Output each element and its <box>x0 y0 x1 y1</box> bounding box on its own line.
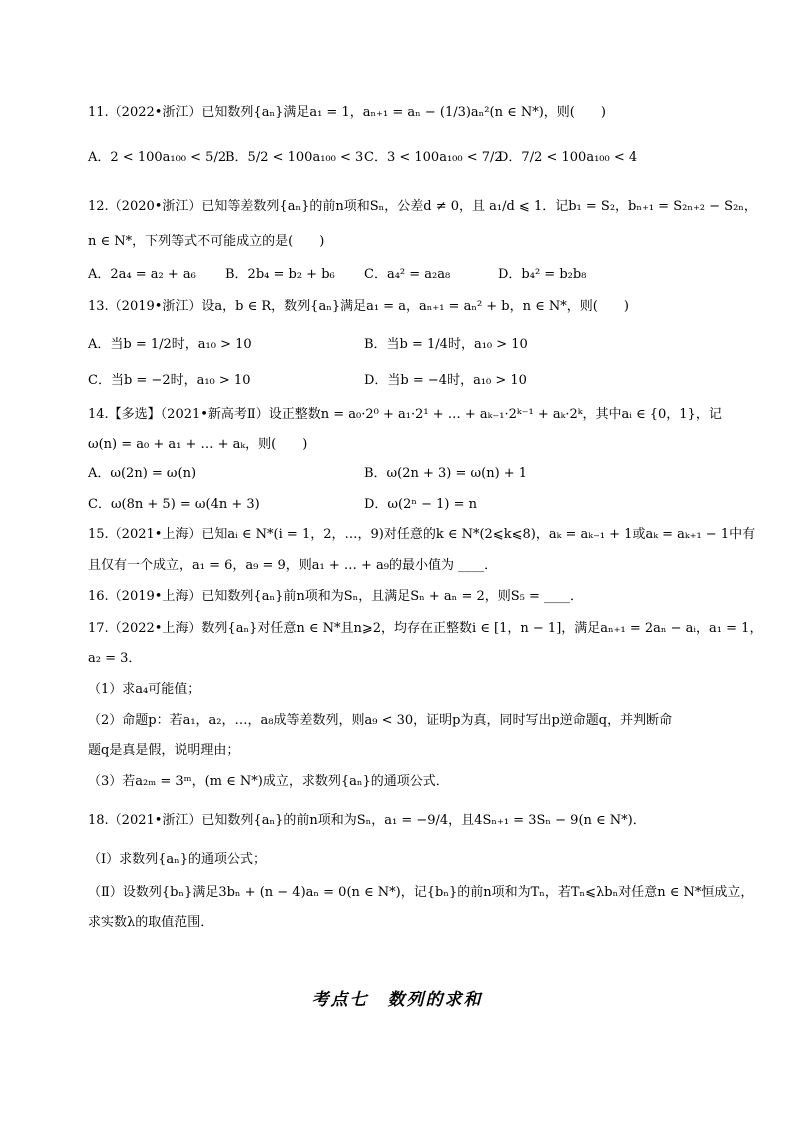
q12-option-b: B．2b₄ = b₂ + b₆ <box>225 267 335 282</box>
q17-stem-line2: a₂ = 3． <box>88 651 142 666</box>
q14-option-d: D．ω(2ⁿ − 1) = n <box>364 497 478 512</box>
q17-part1: （1）求a₄可能值； <box>88 682 201 697</box>
q11-option-a: A．2 < 100a₁₀₀ < 5/2 <box>88 150 227 165</box>
q11-option-d: D．7/2 < 100a₁₀₀ < 4 <box>498 150 638 165</box>
q18-part1: （Ⅰ）求数列{aₙ}的通项公式； <box>88 852 267 867</box>
section-title: 考点七 数列的求和 <box>311 990 483 1010</box>
q14-option-c: C．ω(8n + 5) = ω(4n + 3) <box>88 497 260 512</box>
q12-stem-line2: n ∈ N*，下列等式不可能成立的是( ) <box>88 234 325 249</box>
q14-option-a: A．ω(2n) = ω(n) <box>88 466 197 481</box>
q13-stem: 13.（2019•浙江）设a，b ∈ R，数列{aₙ}满足a₁ = a，aₙ₊₁ = aₙ² + b，n ∈ N*，则( ) <box>88 299 629 314</box>
q14-option-b: B．ω(2n + 3) = ω(n) + 1 <box>364 466 528 481</box>
q17-part2-line1: （2）命题p：若a₁，a₂，…，a₈成等差数列，则a₉ < 30，证明p为真，同时写出p逆命题q，并判断命 <box>88 713 673 728</box>
q17-part3: （3）若a₂ₘ = 3ᵐ，(m ∈ N*)成立，求数列{aₙ}的通项公式． <box>88 774 449 789</box>
q12-option-c: C．a₄² = a₂a₈ <box>364 267 451 282</box>
q12-option-d: D．b₄² = b₂b₈ <box>498 267 587 282</box>
q11-stem: 11.（2022•浙江）已知数列{aₙ}满足a₁ = 1，aₙ₊₁ = aₙ − (1/3)aₙ²(n ∈ N*)，则( ) <box>88 105 606 120</box>
q11-option-c: C．3 < 100a₁₀₀ < 7/2 <box>364 150 503 165</box>
q13-option-a: A．当b = 1/2时，a₁₀ > 10 <box>88 337 252 352</box>
q15-stem-line1: 15.（2021•上海）已知aᵢ ∈ N*(i = 1，2，…，9)对任意的k ∈ N*(2⩽k⩽8)，aₖ = aₖ₋₁ + 1或aₖ = aₖ₊₁ − 1中有 <box>88 527 756 542</box>
q16-stem: 16.（2019•上海）已知数列{aₙ}前n项和为Sₙ，且满足Sₙ + aₙ = 2，则S₅ = ____． <box>88 589 584 604</box>
q13-option-c: C．当b = −2时，a₁₀ > 10 <box>88 373 251 388</box>
q12-stem-line1: 12.（2020•浙江）已知等差数列{aₙ}的前n项和Sₙ，公差d ≠ 0，且 a₁/d ⩽ 1．记b₁ = S₂，bₙ₊₁ = S₂ₙ₊₂ − S₂ₙ， <box>88 199 757 214</box>
q14-stem-line2: ω(n) = a₀ + a₁ + … + aₖ，则( ) <box>88 437 308 452</box>
q18-stem: 18.（2021•浙江）已知数列{aₙ}的前n项和为Sₙ，a₁ = −9/4，且4Sₙ₊₁ = 3Sₙ − 9(n ∈ N*)． <box>88 813 646 828</box>
q14-stem-line1: 14.【多选】（2021•新高考Ⅱ）设正整数n = a₀·2⁰ + a₁·2¹ + … + aₖ₋₁·2ᵏ⁻¹ + aₖ·2ᵏ，其中aᵢ ∈ {0，1}，记 <box>88 407 722 422</box>
q17-part2-line2: 题q是真是假，说明理由； <box>88 743 240 758</box>
q13-option-b: B．当b = 1/4时，a₁₀ > 10 <box>364 337 528 352</box>
q17-stem-line1: 17.（2022•上海）数列{aₙ}对任意n ∈ N*且n⩾2，均存在正整数i ∈ [1，n − 1]，满足aₙ₊₁ = 2aₙ − aᵢ，a₁ = 1， <box>88 621 763 636</box>
q18-part2-line2: 求实数λ的取值范围． <box>88 915 214 930</box>
q15-stem-line2: 且仅有一个成立，a₁ = 6，a₉ = 9，则a₁ + … + a₉的最小值为 ____． <box>88 558 498 573</box>
q12-option-a: A．2a₄ = a₂ + a₆ <box>88 267 196 282</box>
q11-option-b: B．5/2 < 100a₁₀₀ < 3 <box>225 150 364 165</box>
q18-part2-line1: （Ⅱ）设数列{bₙ}满足3bₙ + (n − 4)aₙ = 0(n ∈ N*)，记{bₙ}的前n项和为Tₙ，若Tₙ⩽λbₙ对任意n ∈ N*恒成立， <box>88 885 754 900</box>
q13-option-d: D．当b = −4时，a₁₀ > 10 <box>364 373 527 388</box>
